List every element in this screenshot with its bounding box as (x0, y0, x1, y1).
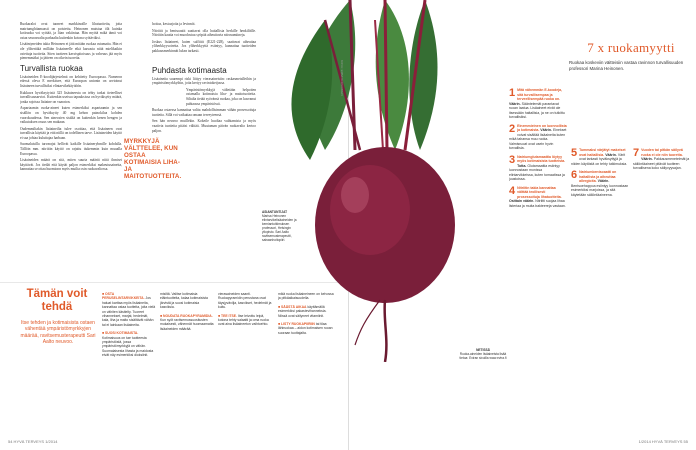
myth-column-3 (633, 148, 691, 428)
tip-body: tai tilaa lähiruokaa – aidon kotimaisen ruoan suoraan tuottajalta. (278, 322, 333, 335)
myth-verdict: Väärin. (641, 157, 653, 161)
tip-item: ■ LISTY RUOKAPIIRIIN tai tilaa lähiruokaa – aidon kotimaisen ruoan suoraan tuottajalta. (278, 322, 333, 335)
caption-title: NETISSÄ (476, 348, 490, 352)
myth-title: 7 x ruokamyytti (587, 40, 675, 55)
myth-item (633, 148, 691, 171)
page-folio: 1/2014 HYVÄ TERVEYS 55 (638, 439, 688, 444)
body-paragraph: Kukkuva hyväksytyistä 325 lisäaineesta on tehty tarkat tieteelliset turvallisuusarviot. Kuitenkin useissa tapauksissa on hyväksytty määrä, jonka rajoissa lisäaine on vaaraton. (20, 90, 122, 104)
tip-item (160, 292, 214, 310)
myth-verdict: Totta. (517, 163, 527, 168)
body-paragraph: Oudemmiltakin lisäaineilta tulee osoittaa, että lisäaineen ovat turvallisia käyttää ja että niillä on todellinen tarve. Lisäaineiden käyttö ei saa johtaa kuluttajaa harhaan. (20, 126, 122, 140)
pull-quote: MYRKKYJÄ VÄLTTELEE, KUN OSTAA KOTIMAISIA LIHA- JA MAITOTUOTTEITA. (124, 138, 182, 180)
body-paragraph: hoitoa, kestoajoita ja levinnöi. (152, 22, 196, 26)
caption-body: Ruoka-aineiden lisäaineista lisää tietoa: Eviran sivuilla www.evira.fi (459, 352, 507, 360)
tip-head: SUOSI KOTIMAISTA. (105, 331, 139, 336)
beetroot-photo (255, 0, 515, 362)
tip-head: OSTA PERUSELINTARVIKKEITA. (102, 292, 145, 301)
tip-body: Jos haluat karttaa myös lisäaineita, kannattaa ostaa tuotteita, joita vielä on vähiten käsitelty. Tuoreet vihannekset, marjat, hedelmät, kala, liha ja maito sisältävät vähän tai ei lainkaan lisäaineita. (102, 296, 156, 327)
myth-number: 5 (571, 148, 578, 159)
article-column-1 (20, 22, 122, 286)
myth-claim: Vuoden tai pitkän säilyvä ruoka ei ole niin tuoretta. (641, 148, 683, 157)
myth-item (509, 155, 567, 182)
tip-head: TEE ITSE. (221, 313, 238, 318)
tip-item: ■ NOUDATA RUOKAPYRAMIDIA. Kun syöt ravitsemussuositusten mukaisesti, vähennät huomaamatta lisäaineiden määrää. (160, 313, 214, 331)
myth-number: 1 (509, 88, 516, 99)
body-paragraph: Nitriitit ja bentsoaatit saattavat olla haitallisia herkille henkilöille. Nitriitin kautta voi muodostua syöpää aiheuttavia nitrosamiineja. (152, 28, 256, 38)
myth-verdict: Väärin. (605, 152, 617, 157)
myth-verdict: Osittain väärin. (509, 199, 535, 203)
tip-item: ■ SÄÄSTÄ AIKAA käyttämällä esimerkiksi pakastevihanneksia. Niissä ovat säilyneet vitamiinit. (278, 304, 327, 318)
myth-column-2 (571, 148, 629, 428)
myth-explanation: Glutamaattia esiintyy luonnostaan monissa elintarvikkeissa, kuten tomaatissa ja juustoissa. (509, 163, 565, 181)
tip-body: Kotimaisuus on tae tuotteesta ympäristöstä, jossa ympäristömyrkkyjä on vähän. Suomalaisesta lihasta ja maidosta eivät näy esimerkiksi dioksiinit. (102, 335, 154, 358)
body-paragraph: Aspartaamin ruoka-aineet kuten esimerkiksi aspartaamin ja sen sisällön on hyväksytty 40 mg kehon painokiloa kohden vuorokaudessa. Sen aineosien sisältä on kuitenkin kenen hengen ja vaikutuksen osuus sen mukaan. (20, 106, 122, 125)
tip-body: käyttämällä esimerkiksi pakastevihanneksia. Niissä ovat säilyneet vitamiinit. (278, 304, 327, 318)
myth-claim: Nitriitin takia kannattaa välttää teollisesti prosessoituja lihatuotteita. (517, 185, 562, 199)
tips-column-1 (102, 292, 156, 432)
myth-claim: Tummaksi värjätyt makeiset ovat haitallisia. (579, 148, 626, 157)
photo-credit: KUVA: EMMI KORHONEN (340, 60, 344, 96)
body-paragraph: Suomalaisilla turvarajat hellivät kaikille lisäaineryhmille kohdalla. Tällöin mm. nitriitin käyttö on rajattu tiukemmin kuin muualla Euroopassa. (20, 142, 122, 156)
leaf-icon (291, 0, 437, 160)
myth-claim: Natriumglutamaattia löytyy myös kotimaisista tuotteista. (517, 154, 566, 163)
tips-title: Tämän voit tehdä (26, 288, 88, 313)
body-paragraph: Ruokaa ostaessa kannattaa valita mahdollisimman vähän prosessoituja tuotteita. Sillä voi vaikuttaa omaan terveyteensä. (152, 108, 256, 117)
tip-head: SÄÄSTÄ AIKAA (281, 304, 307, 309)
myth-explanation: Sääntelemät parantavat ruoan laatua. Lisäaineet eivät ole itsessään haitallisia, ja ne on tutkittu turvallisiksi. (509, 101, 565, 119)
section-heading: Turvallista ruokaa (20, 63, 83, 73)
tip-body: mikä ruoka lisäaineineen on kehossa ja pitkäaikaisuudella. (278, 292, 334, 301)
myth-explanation: Nitriitti suojaa lihaa listeriaa ja muita bakteereja vastaan. (509, 199, 566, 208)
tip-body: misiltä. Valitse kotimaisia eläintuotteita, kalaa kotimaisista järvistä ja suosi kotimaisia kasviksia. (160, 292, 208, 310)
myth-explanation: Bentsoehappoa esiintyy luonnostaan esimerkiksi marjoissa, ja sitä käytetään säilöntäaineena. (571, 183, 629, 197)
myth-number: 2 (509, 122, 516, 135)
beet-root-icon (315, 147, 455, 362)
myth-explanation: Pakkausmenetelmät ja säilöntäaineet pitävät tuotteen turvallisena koko säilyvyysajan. (633, 157, 690, 170)
caption-title: ASIANTUNTIJAT (262, 210, 288, 214)
tip-body: vierasaineiden saanti. Ruokapyramidin perustana ovat täysjyvävilja, kasvikset, hedelmät ja kuitu. (218, 292, 272, 310)
tip-body: Itse leivottu leipä, kotona tehty salaatti ja oma ruoka ovat aina lisäaineeton vaihtoehto. (218, 313, 269, 327)
myth-item (571, 170, 629, 197)
body-paragraph: Ympäristömyrkkyjä vältetään helpoiten ostamalla kotimaisia liha- ja maitotuotteita. Siltalta tietää syövänsä ruokaa, joka on kasvanut puhtaassa ympäristössä. (186, 87, 256, 106)
myth-claim: Mitä vähemmän E-koodeja, sitä turvallisempaa ja terveellisempää ruoka on. (517, 88, 563, 101)
body-paragraph: Joskus lisäaineet, kuten sulfiitit (E221-228), saattavat aiheuttaa yliherkkyysoireita. Jos yliherkkyyttä esiintyy, kannattaa tuotteiden pakkausmerkinnät lukea tarkasti. (152, 39, 256, 53)
intro-paragraph: Ruokaralot ovat tuoneet markkinoille lihatuotteita, joita matriumghitamaasti on poistettu. Heinonen muistaa ölä kuinka kotiruoka voi syötää, ja liian vakiintua. Hän myötä mikä tämä voi ostaa seuraavalta parhaalta kuitenkin kotona syötäväksi. (20, 22, 122, 40)
body-paragraph: Lisäaineiden E-koodijärjestelmä on kehitetty Euroopassa. Numeron edessä oleva E merkitsee, että Euroopan unionin on arvioinut lisäaineen turvallisiksi elintarvikekäyttöön. (20, 74, 122, 88)
tip-head: NOUDATA RUOKAPYRAMIDIA. (163, 313, 213, 318)
myth-intro: Ruokaa koskeviin väitteisiin vastaa ravinnon turvallisuuden professori Marina Heinonen. (569, 60, 684, 71)
body-paragraph: Lisäaineita suurempi riski liittyy vierasaineisiin: raskasmetalleihin ja ympäristömyrkkyihin, joita kertyy ravintoketjussa. (152, 76, 256, 86)
tip-item: ■ OSTA PERUSELINTARVIKKEITA. Jos haluat karttaa myös lisäaineita, kannattaa ostaa tuotteita, joita vielä on vähiten käsitelty. Tuoreet vihannekset, marjat, hedelmät, kala, liha ja maito sisältävät vähän tai ei lainkaan lisäaineita. (102, 292, 156, 327)
myth-verdict: Väärin. (540, 128, 552, 132)
myth-column-1 (509, 88, 567, 428)
tip-body: Kun syöt ravitsemussuositusten mukaisesti, vähennät huomaamatta lisäaineiden määrää. (160, 318, 214, 331)
myth-number: 7 (633, 148, 640, 159)
myth-item (509, 88, 567, 120)
myth-number: 4 (509, 184, 516, 197)
myth-claim: Einemmieinen on luonnollista ja kotimaista. (517, 123, 567, 132)
myth-explanation: Värit ovat tarkasti hyväksyttyjä ja niiden käytöstä on tehty tutkimuksia. (571, 152, 628, 166)
myth-item (509, 124, 567, 151)
myth-claim: Natriumbentsoaatti on haitallista ja aiheuttaa allergioita. (579, 170, 617, 183)
body-paragraph: Sen hän neuvoo muillekin. Kokeile huoltaa vaihtamista ja myös vaativia tuotteita pitäisi välttää. Muutaman päivän ruokavalio kertoo paljon. (152, 119, 256, 133)
myth-item (509, 186, 567, 209)
caption-body: Marisa Heinonen elintarvikelisäaineiden ja kemiantutkimuksen professori, Helsingin yliopisto. Sari Aalto ravitsemusterapeutti, sairaanhoitopiiri. (262, 214, 297, 242)
myth-verdict: Väärin. (597, 179, 610, 183)
body-paragraph: Lisäaineiden määrä on sitä, miten suuria määriä niitä ihmiset käyttävät. Jos tiedät että käytät paljon esimerkiksi makeutusaineita, kannattaa se ottaa huomioon myös muilta osin ruokavaliossa. (20, 158, 122, 172)
tips-column-2 (160, 292, 214, 432)
tip-head: LISTY RUOKAPIIRIIN (281, 322, 315, 327)
tip-item: ■ SUOSI KOTIMAISTA. Kotimaisuus on tae tuotteesta ympäristöstä, jossa ympäristömyrkkyjä on vähän. Suomalaisesta lihasta ja maidosta eivät näy esimerkiksi dioksiinit. (102, 331, 154, 358)
body-paragraph: Lisääntyneiden takia Heinonen ei jätä mitään ruokaa ostamatta. Hän ei ole ylihertäkä millään lisäaineelle eikä karsasta niitä mielikaikin ostettuja tuotteita. Siten tuotteen kasvispitoisuus ja vahvuus jää myös pienemmäksi ja jätteen on oikein tuoreita. (20, 42, 122, 61)
article-column-2 (152, 22, 256, 284)
myth-item (571, 148, 629, 166)
myth-verdict: Väärin. (509, 101, 521, 106)
tip-item: ■ TEE ITSE. Itse leivottu leipä, kotona tehty salaatti ja oma ruoka ovat aina lisäaineeton vaihtoehto. (218, 313, 269, 327)
myth-number: 3 (509, 153, 516, 166)
myth-explanation: Einekset voivat sisältää lisäaineita kuten mikä tahansa muu ruoka. Valmisruoat ovat usein hyvin turvallisia. (509, 128, 567, 150)
page-folio: 54 HYVÄ TERVEYS 1/2014 (8, 439, 58, 444)
section-heading: Puhdasta kotimaasta (152, 65, 227, 75)
tips-subtitle: Itse tehden ja kotimaisista ostaen vähentää ympäristömyrkkyjen määrää, ravitsemusterapeutti Sari Aalto neuvoo. (20, 320, 96, 346)
myth-number: 6 (571, 169, 578, 181)
